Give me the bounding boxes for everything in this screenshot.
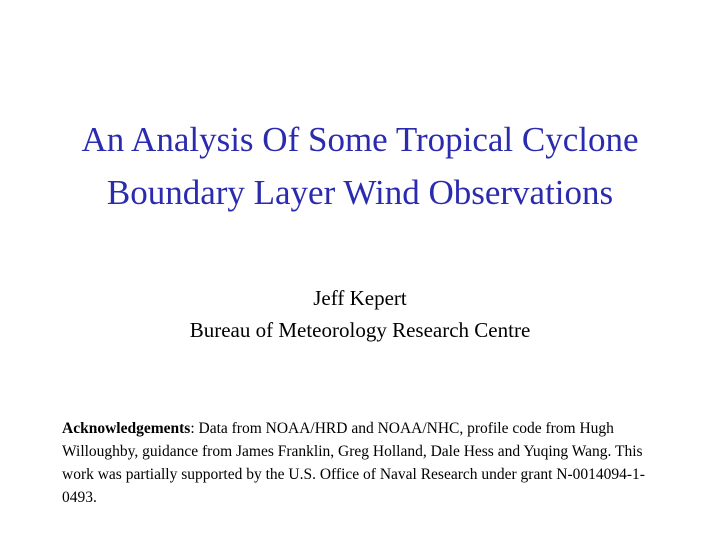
acknowledgements-text: Data from NOAA/HRD and NOAA/NHC, profile code from Hugh Willoughby, guidance from James Franklin, Greg Holland, Dale Hess and Yuqing Wang. This work was partially supported by the U.S. Office of Naval Research under grant N-0014094-1-0493.: [62, 420, 645, 506]
acknowledgements: [62, 417, 662, 509]
author-affiliation: Bureau of Meteorology Research Centre: [189, 318, 531, 342]
author-name: Jeff Kepert: [313, 286, 407, 310]
acknowledgements-separator: :: [190, 420, 199, 437]
author-block: [20, 282, 700, 346]
title-line-1: An Analysis Of Some Tropical Cyclone: [81, 120, 639, 159]
title-line-2: Boundary Layer Wind Observations: [106, 173, 614, 212]
slide-title: [20, 113, 700, 219]
acknowledgements-label: Acknowledgements: [62, 420, 191, 437]
